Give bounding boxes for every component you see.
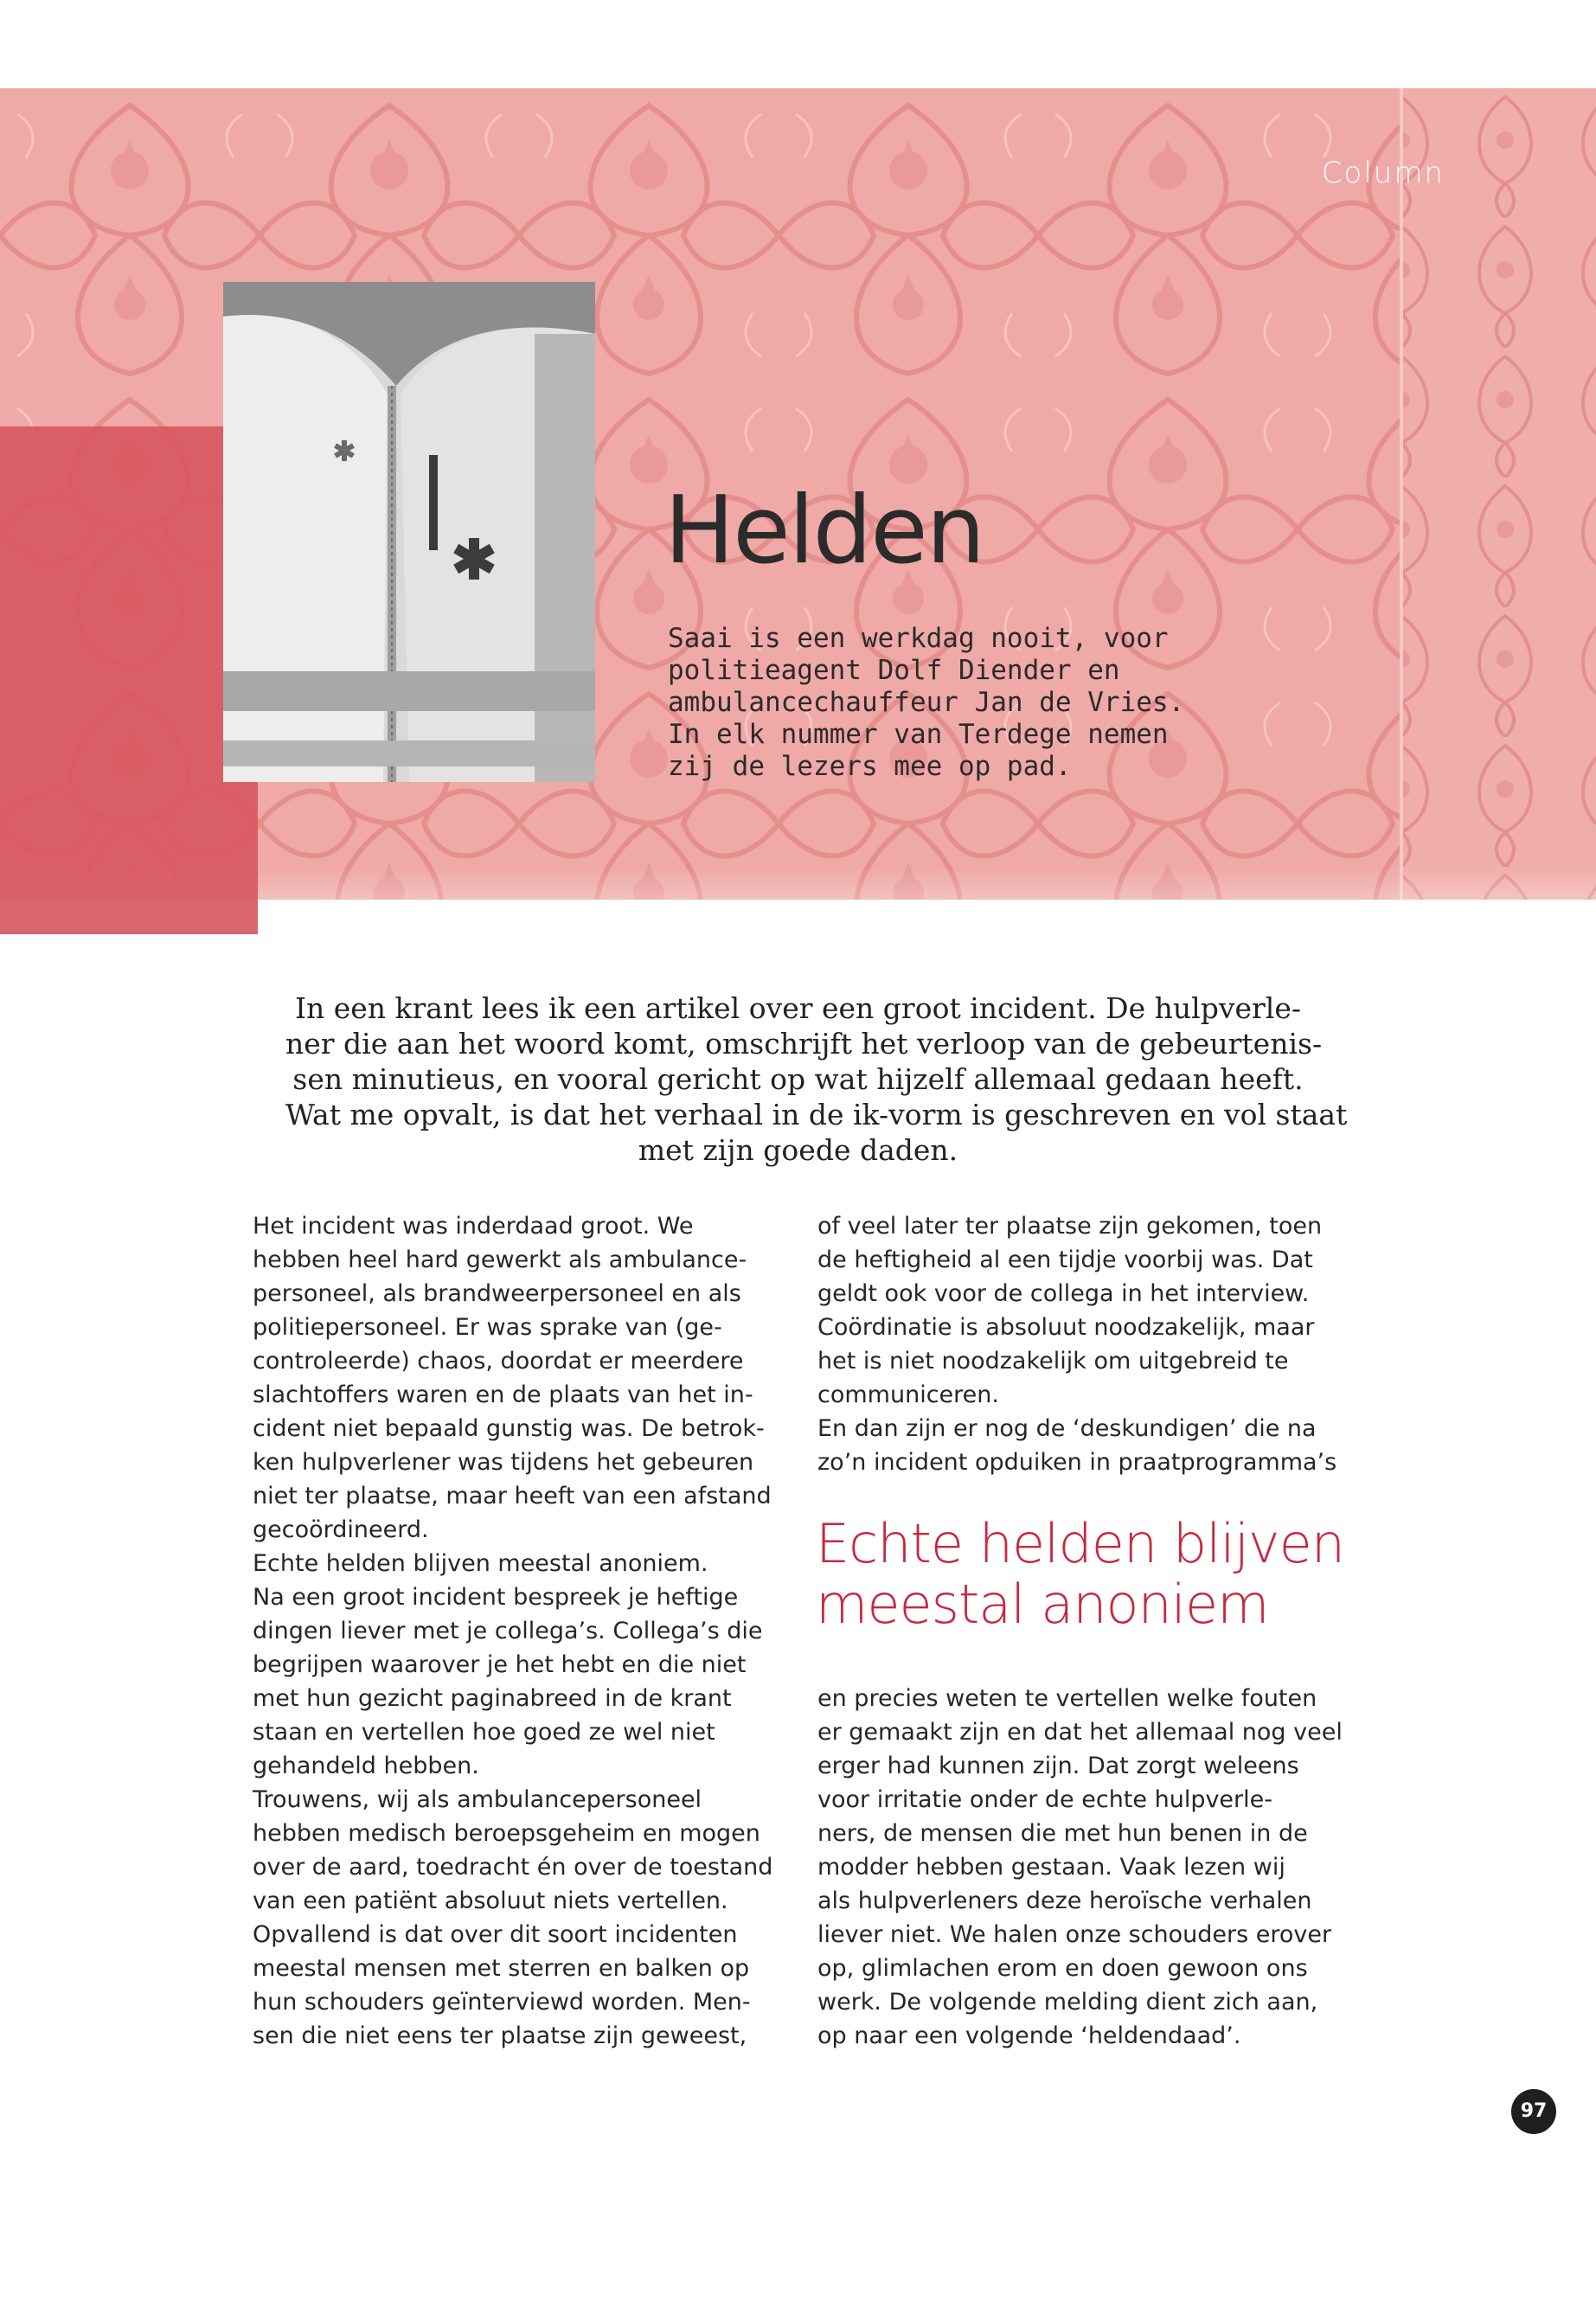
body-line: over de aard, toedracht én over de toestand [253,1854,773,1881]
body-line: slachtoffers waren en de plaats van het in- [253,1381,753,1408]
body-line: personeel, als brandweerpersoneel en als [253,1280,741,1307]
section-label: Column [1321,156,1445,190]
body-line: hebben medisch beroepsgeheim en mogen [253,1820,760,1847]
body-line: van een patiënt absoluut niets vertellen. [253,1888,728,1914]
lead-line: ner die aan het woord komt, omschrijft het verloop van de gebeurtenis- [285,1027,1323,1061]
body-line: cident niet bepaald gunstig was. De betrok- [253,1415,765,1442]
ambulance-uniform-photo [223,282,595,782]
lead-paragraph [285,990,1348,1168]
body-line: als hulpverleners deze heroïsche verhalen [817,1888,1312,1914]
body-line: modder hebben gestaan. Vaak lezen wij [817,1854,1285,1881]
body-line: hun schouders geïnterviewd worden. Men- [253,1989,751,2016]
intro-line: ambulancechauffeur Jan de Vries. [668,687,1185,718]
body-line: voor irritatie onder de echte hulpverle- [817,1786,1272,1813]
intro-line: zij de lezers mee op pad. [668,751,1072,782]
body-line: op naar een volgende ‘heldendaad’. [817,2022,1241,2049]
body-line: communiceren. [817,1381,999,1408]
page-number-badge: 97 [1511,2089,1556,2134]
body-line: Echte helden blijven meestal anoniem. [253,1550,708,1577]
body-line: of veel later ter plaatse zijn gekomen, toen [817,1213,1323,1240]
pull-quote-line: meestal anoniem [816,1573,1269,1636]
body-line: sen die niet eens ter plaatse zijn geweest, [253,2022,747,2049]
body-line: begrijpen waarover je het hebt en die niet [253,1651,747,1678]
body-line: Het incident was inderdaad groot. We [253,1213,694,1240]
intro-line: politieagent Dolf Diender en [668,655,1120,686]
body-line: de heftigheid al een tijdje voorbij was. Dat [817,1247,1313,1273]
body-line: Opvallend is dat over dit soort incidenten [253,1921,738,1948]
body-line: zo’n incident opduiken in praatprogramma’s [817,1449,1337,1476]
body-line: En dan zijn er nog de ‘deskundigen’ die na [817,1415,1317,1442]
body-line: liever niet. We halen onze schouders erover [817,1921,1332,1948]
body-line: gehandeld hebben. [253,1753,479,1779]
body-line: staan en vertellen hoe goed ze wel niet [253,1719,715,1746]
body-column-right-top [817,1209,1354,1479]
intro-line: Saai is een werkdag nooit, voor [668,623,1169,654]
body-line: controleerde) chaos, doordat er meerdere [253,1348,744,1375]
body-line: Na een groot incident bespreek je heftige [253,1584,739,1611]
pull-quote-line: Echte helden blijven [816,1512,1345,1575]
body-line: niet ter plaatse, maar heeft van een afstand [253,1483,772,1509]
body-line: en precies weten te vertellen welke fouten [817,1685,1317,1712]
body-column-left [253,1209,772,2053]
lead-line: met zijn goede daden. [638,1133,958,1167]
body-column-right-bottom [817,1682,1354,2053]
intro-line: In elk nummer van Terdege nemen [668,719,1169,750]
lead-line: Wat me opvalt, is dat het verhaal in de ik-vorm is geschreven en vol staat [285,1098,1348,1131]
body-line: ners, de mensen die met hun benen in de [817,1820,1308,1847]
body-line: hebben heel hard gewerkt als ambulance- [253,1247,747,1273]
lead-line: sen minutieus, en vooral gericht op wat hijzelf allemaal gedaan heeft. [292,1062,1304,1096]
body-line: gecoördineerd. [253,1516,429,1543]
body-line: op, glimlachen erom en doen gewoon ons [817,1955,1308,1982]
body-line: dingen liever met je collega’s. Collega’s die [253,1618,763,1644]
body-line: erger had kunnen zijn. Dat zorgt weleens [817,1753,1299,1779]
body-line: werk. De volgende melding dient zich aan, [817,1989,1318,2016]
body-line: Trouwens, wij als ambulancepersoneel [253,1786,702,1813]
accent-block [0,426,258,934]
article-title: Helden [664,477,984,585]
body-line: geldt ook voor de collega in het interview. [817,1280,1310,1307]
body-line: politiepersoneel. Er was sprake van (ge- [253,1314,722,1341]
body-line: er gemaakt zijn en dat het allemaal nog veel [817,1719,1343,1746]
body-line: meestal mensen met sterren en balken op [253,1955,750,1982]
body-line: ken hulpverlener was tijdens het gebeuren [253,1449,754,1476]
body-line: met hun gezicht paginabreed in de krant [253,1685,732,1712]
lead-line: In een krant lees ik een artikel over een groot incident. De hulpverle- [294,991,1302,1025]
body-line: Coördinatie is absoluut noodzakelijk, maar [817,1314,1315,1341]
pull-quote [816,1514,1352,1635]
article-intro [668,623,1239,783]
body-line: het is niet noodzakelijk om uitgebreid te [817,1348,1289,1375]
